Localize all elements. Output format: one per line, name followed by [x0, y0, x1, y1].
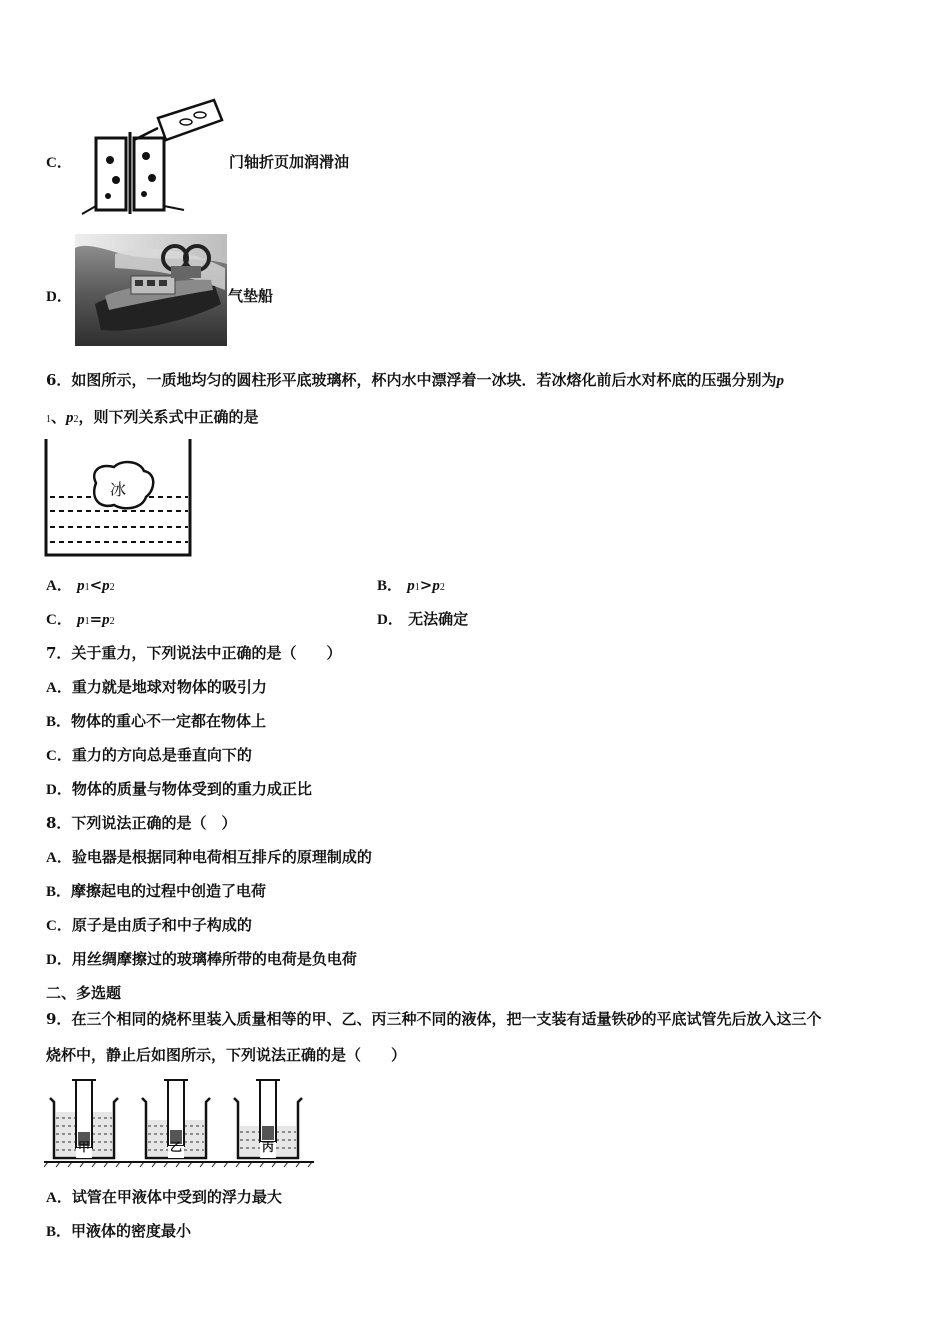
option-letter: B． [46, 714, 72, 730]
q6-stem-line2 [46, 407, 259, 430]
option-letter: A． [46, 578, 72, 594]
q7-option-b [46, 711, 266, 732]
option-letter: C． [46, 748, 72, 764]
subscript-2: 2 [109, 616, 115, 627]
subscript-2: 2 [109, 582, 115, 593]
q6-stem-tail: ，则下列关系式中正确的是 [78, 408, 259, 426]
ice-label: 冰 [110, 480, 127, 499]
p-symbol: p [407, 578, 415, 594]
option-text: 摩擦起电的过程中创造了电荷 [71, 882, 267, 900]
q8-option-d [46, 949, 357, 970]
subscript-2: 2 [439, 582, 445, 593]
q9-stem-line2: 烧杯中，静止后如图所示，下列说法正确的是（ ） [46, 1046, 407, 1064]
q7-option-a [46, 677, 267, 698]
q6-stem-line1 [46, 370, 784, 391]
relation-operator: > [419, 576, 433, 594]
section-title-multiple-choice: 二、多选题 [46, 984, 122, 1002]
separator: 、 [51, 408, 67, 426]
p-symbol: p [77, 578, 85, 594]
door-hinge-oil-figure [74, 98, 224, 216]
subscript-1: 1 [84, 616, 90, 627]
option-text: 无法确定 [408, 610, 469, 628]
p-symbol: p [102, 578, 110, 594]
q5-option-c [46, 152, 72, 173]
option-letter: A． [46, 1190, 72, 1206]
p-symbol: p [77, 612, 85, 628]
p-symbol: p [66, 410, 74, 426]
option-letter: A． [46, 850, 72, 866]
q7-stem: 7．关于重力，下列说法中正确的是（ ） [46, 644, 342, 662]
option-text: 物体的重心不一定都在物体上 [71, 712, 267, 730]
subscript-1: 1 [46, 414, 51, 425]
q9-option-b [46, 1221, 191, 1242]
p-symbol: p [102, 612, 110, 628]
subscript-2: 2 [73, 414, 79, 425]
q6-option-c [46, 609, 115, 632]
option-text: 甲液体的密度最小 [71, 1222, 192, 1240]
option-letter: C． [46, 155, 72, 171]
beaker-label-bing: 丙 [262, 1140, 275, 1154]
q6-option-a [46, 575, 115, 598]
option-letter: D． [377, 612, 403, 628]
option-letter: C． [46, 918, 72, 934]
option-text: 重力就是地球对物体的吸引力 [71, 678, 267, 696]
subscript-1: 1 [84, 582, 90, 593]
q5-option-d [46, 286, 72, 307]
three-beakers-figure [44, 1076, 316, 1168]
q6-option-b [377, 575, 445, 598]
beaker-label-jia: 甲 [78, 1140, 91, 1154]
relation-operator: = [89, 610, 103, 628]
p-symbol: p [432, 578, 440, 594]
option-letter: B． [377, 578, 403, 594]
relation-operator: < [89, 576, 103, 594]
option-text: 原子是由质子和中子构成的 [71, 916, 252, 934]
option-letter: C． [46, 612, 72, 628]
option-letter: A． [46, 680, 72, 696]
option-text: 试管在甲液体中受到的浮力最大 [71, 1188, 282, 1206]
option-letter: B． [46, 884, 72, 900]
ice-cup-figure [44, 437, 194, 559]
q8-option-a [46, 847, 372, 868]
option-letter: D． [46, 782, 72, 798]
option-text: 物体的质量与物体受到的重力成正比 [71, 780, 312, 798]
q5-option-d-text: 气垫船 [228, 287, 274, 305]
option-letter: D． [46, 952, 72, 968]
option-text: 用丝绸摩擦过的玻璃棒所带的电荷是负电荷 [71, 950, 357, 968]
subscript-1: 1 [414, 582, 420, 593]
option-letter: D． [46, 289, 72, 305]
beaker-label-yi: 乙 [170, 1140, 183, 1154]
q8-option-b [46, 881, 266, 902]
p-symbol: p [776, 373, 784, 389]
option-text: 验电器是根据同种电荷相互排斥的原理制成的 [71, 848, 372, 866]
q9-option-a [46, 1187, 282, 1208]
q6-option-d [377, 609, 468, 630]
q8-option-c [46, 915, 252, 936]
q7-option-d [46, 779, 312, 800]
q5-option-c-text: 门轴折页加润滑油 [229, 153, 350, 171]
hovercraft-photo [75, 234, 227, 346]
q7-option-c [46, 745, 252, 766]
q9-stem-line1: 9．在三个相同的烧杯里装入质量相等的甲、乙、丙三种不同的液体，把一支装有适量铁砂的平底试管先后放入这三个 [46, 1010, 822, 1028]
option-letter: B． [46, 1224, 72, 1240]
q8-stem: 8．下列说法正确的是（ ） [46, 814, 237, 832]
option-text: 重力的方向总是垂直向下的 [71, 746, 252, 764]
q6-stem-text: 6．如图所示，一质地均匀的圆柱形平底玻璃杯，杯内水中漂浮着一冰块．若冰熔化前后水对杯底的压强分别为 [46, 371, 777, 389]
